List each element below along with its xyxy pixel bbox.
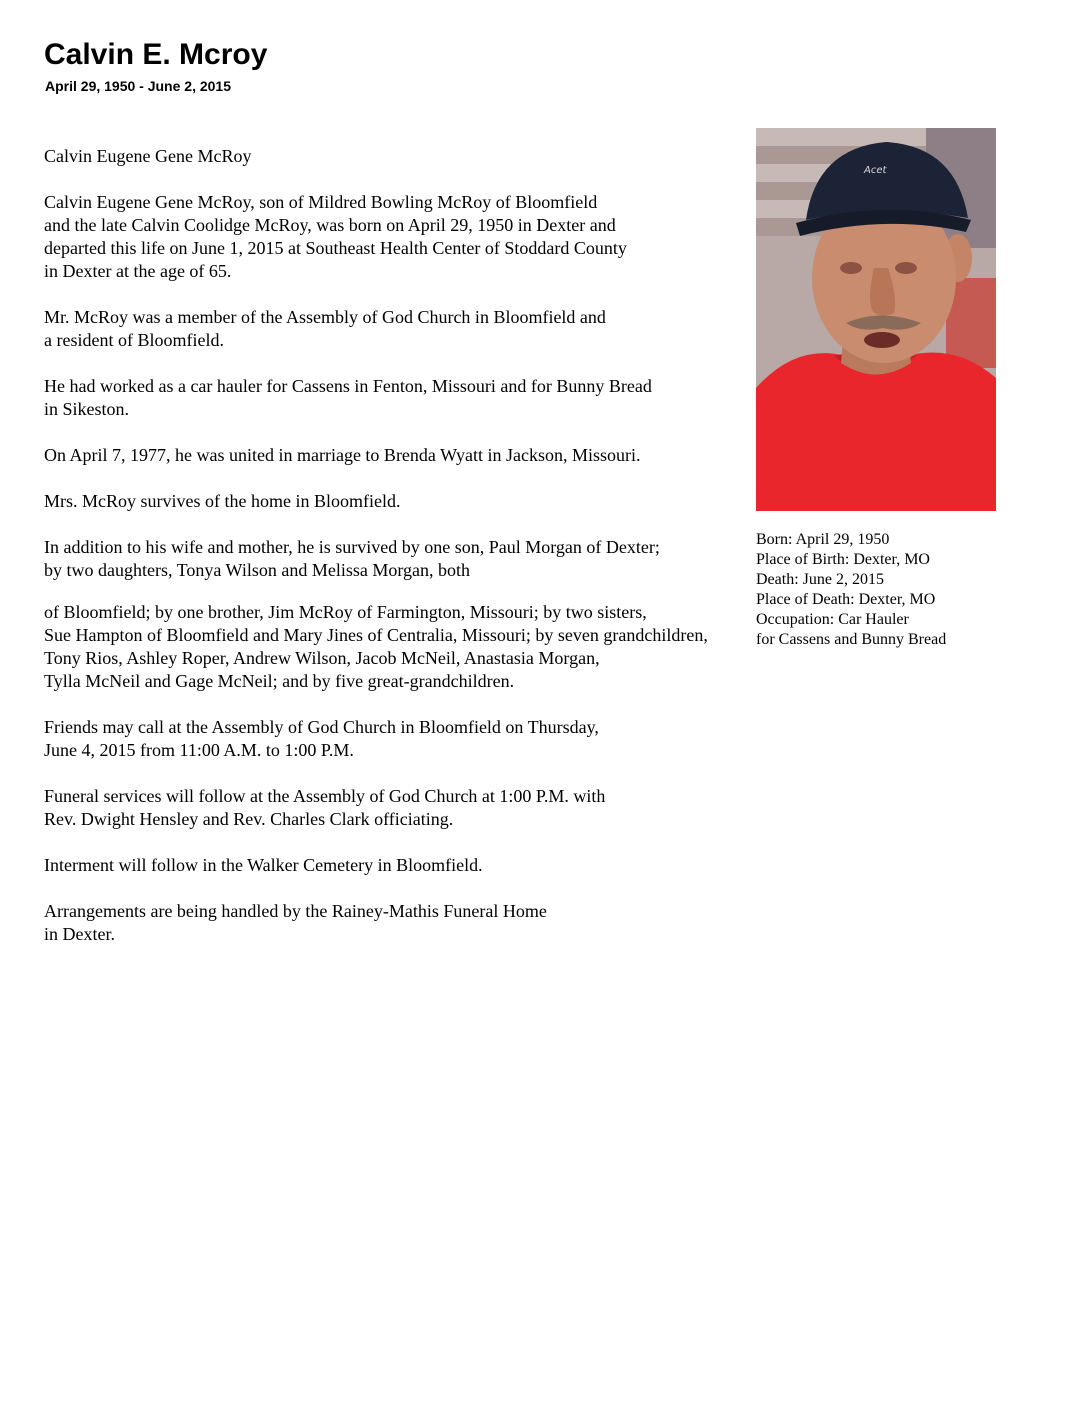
svg-text:Acet: Acet (864, 165, 887, 176)
obituary-paragraph: Mrs. McRoy survives of the home in Bloomfield. (44, 491, 401, 511)
obituary-text (44, 145, 784, 969)
obituary-paragraph: Calvin Eugene Gene McRoy (44, 146, 252, 166)
occupation-detail: for Cassens and Bunny Bread (756, 631, 947, 648)
death-fact: Death: June 2, 2015 (756, 571, 884, 588)
life-dates: April 29, 1950 - June 2, 2015 (45, 78, 231, 94)
obituary-paragraph: He had worked as a car hauler for Cassens in Fenton, Missouri and for Bunny Bread in Sikeston. (44, 376, 652, 419)
deceased-name: Calvin E. Mcroy (44, 38, 268, 71)
vital-facts (756, 530, 1076, 650)
obituary-paragraph: Mr. McRoy was a member of the Assembly of God Church in Bloomfield and a resident of Bloomfield. (44, 307, 606, 350)
place-of-birth-fact: Place of Birth: Dexter, MO (756, 551, 930, 568)
obituary-paragraph: of Bloomfield; by one brother, Jim McRoy of Farmington, Missouri; by two sisters, Sue Hampton of Bloomfield and Mary Jines of Centralia, Missouri; by seven grandchildren, Tony Rios, Ashley Roper, Andrew Wilson, Jacob McNeil, Anastasia Morgan, Tylla McNeil and Gage McNeil; and by five great-grandchildren. (44, 602, 708, 691)
place-of-death-fact: Place of Death: Dexter, MO (756, 591, 936, 608)
occupation-fact: Occupation: Car Hauler (756, 611, 909, 628)
obituary-paragraph: On April 7, 1977, he was united in marriage to Brenda Wyatt in Jackson, Missouri. (44, 445, 641, 465)
obituary-paragraph: Funeral services will follow at the Assembly of God Church at 1:00 P.M. with Rev. Dwight Hensley and Rev. Charles Clark officiating. (44, 786, 606, 829)
obituary-paragraph: In addition to his wife and mother, he is survived by one son, Paul Morgan of Dexter; by two daughters, Tonya Wilson and Melissa Morgan, both (44, 537, 660, 580)
obituary-paragraph: Interment will follow in the Walker Cemetery in Bloomfield. (44, 855, 483, 875)
portrait-photo (756, 128, 996, 511)
obituary-paragraph: Arrangements are being handled by the Rainey-Mathis Funeral Home in Dexter. (44, 901, 547, 944)
obituary-paragraph: Calvin Eugene Gene McRoy, son of Mildred Bowling McRoy of Bloomfield and the late Calvin Coolidge McRoy, was born on April 29, 1950 in Dexter and departed this life on June 1, 2015 at Southeast Health Center of Stoddard County in Dexter at the age of 65. (44, 192, 627, 281)
obituary-paragraph: Friends may call at the Assembly of God Church in Bloomfield on Thursday, June 4, 2015 from 11:00 A.M. to 1:00 P.M. (44, 717, 599, 760)
born-fact: Born: April 29, 1950 (756, 531, 890, 548)
